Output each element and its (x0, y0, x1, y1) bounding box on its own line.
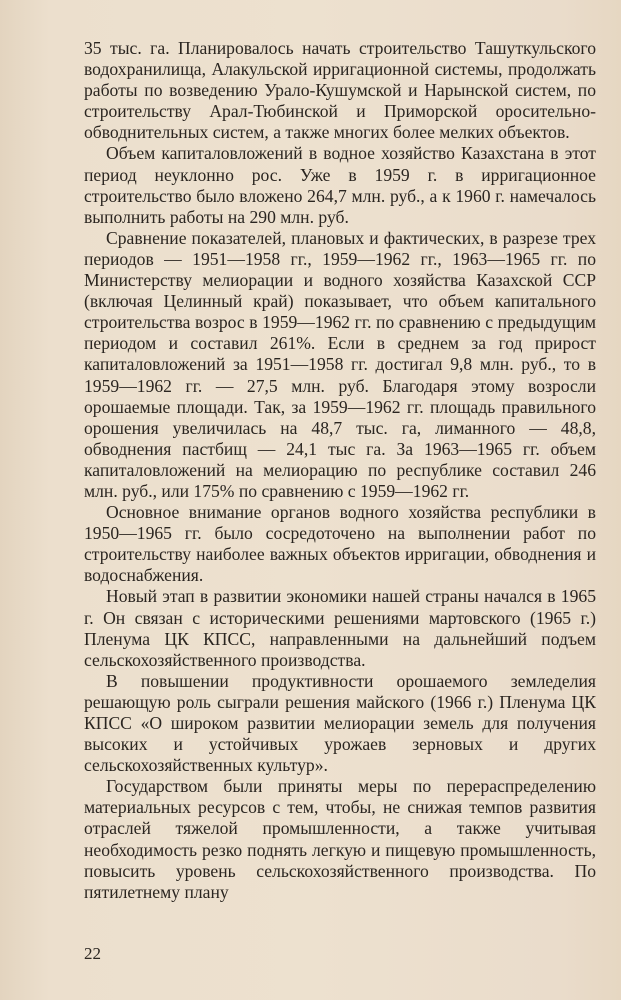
paragraph-2: Объем капиталовложений в водное хозяйство Казахстана в этот период неуклонно рос. Уже в 1959 г. в ирригационное строительство было вложено 264,7 млн. руб., а к 1960 г. намечалось выполнить работы на 290 млн. руб. (84, 143, 596, 227)
page-number: 22 (84, 944, 101, 963)
paragraph-1: 35 тыс. га. Планировалось начать строительство Ташуткульского водохранилища, Алакульской ирригационной системы, продолжать работы по возведению Урало-Кушумской и Нарынской систем, по строительству Арал-Тюбинской и Приморской оросительно-обводнительных систем, а также многих более мелких объектов. (84, 38, 596, 143)
paragraph-3: Сравнение показателей, плановых и фактических, в разрезе трех периодов — 1951—1958 гг., 1959—1962 гг., 1963—1965 гг. по Министерству мелиорации и водного хозяйства Казахской ССР (включая Целинный край) показывает, что объем капитального строительства возрос в 1959—1962 гг. по сравнению с предыдущим периодом и составил 261%. Если в среднем за год прирост капиталовложений за 1951—1958 гг. достигал 9,8 млн. руб., то в 1959—1962 гг. — 27,5 млн. руб. Благодаря этому возросли орошаемые площади. Так, за 1959—1962 гг. площадь правильного орошения увеличилась на 48,7 тыс. га, лиманного — 48,8, обводнения пастбищ — 24,1 тыс га. За 1963—1965 гг. объем капиталовложений на мелиорацию по республике составил 246 млн. руб., или 175% по сравнению с 1959—1962 гг. (84, 227, 596, 501)
paragraph-4: Основное внимание органов водного хозяйства республики в 1950—1965 гг. было сосредоточено на выполнении работ по строительству наиболее важных объектов ирригации, обводнения и водоснабжения. (84, 502, 596, 586)
paragraph-7: Государством были приняты меры по перераспределению материальных ресурсов с тем, чтобы, не снижая темпов развития отраслей тяжелой промышленности, а также учитывая необходимость резко поднять легкую и пищевую промышленность, повысить уровень сельскохозяйственного производства. По пятилетнему плану (84, 776, 596, 902)
paragraph-6: В повышении продуктивности орошаемого земледелия решающую роль сыграли решения майского (1966 г.) Пленума ЦК КПСС «О широком развитии мелиорации земель для получения высоких и устойчивых урожаев зерновых и других сельскохозяйственных культур». (84, 670, 596, 776)
page-text (84, 38, 596, 903)
paragraph-5: Новый этап в развитии экономики нашей страны начался в 1965 г. Он связан с историческими решениями мартовского (1965 г.) Пленума ЦК КПСС, направленными на дальнейший подъем сельскохозяйственного производства. (84, 586, 596, 670)
